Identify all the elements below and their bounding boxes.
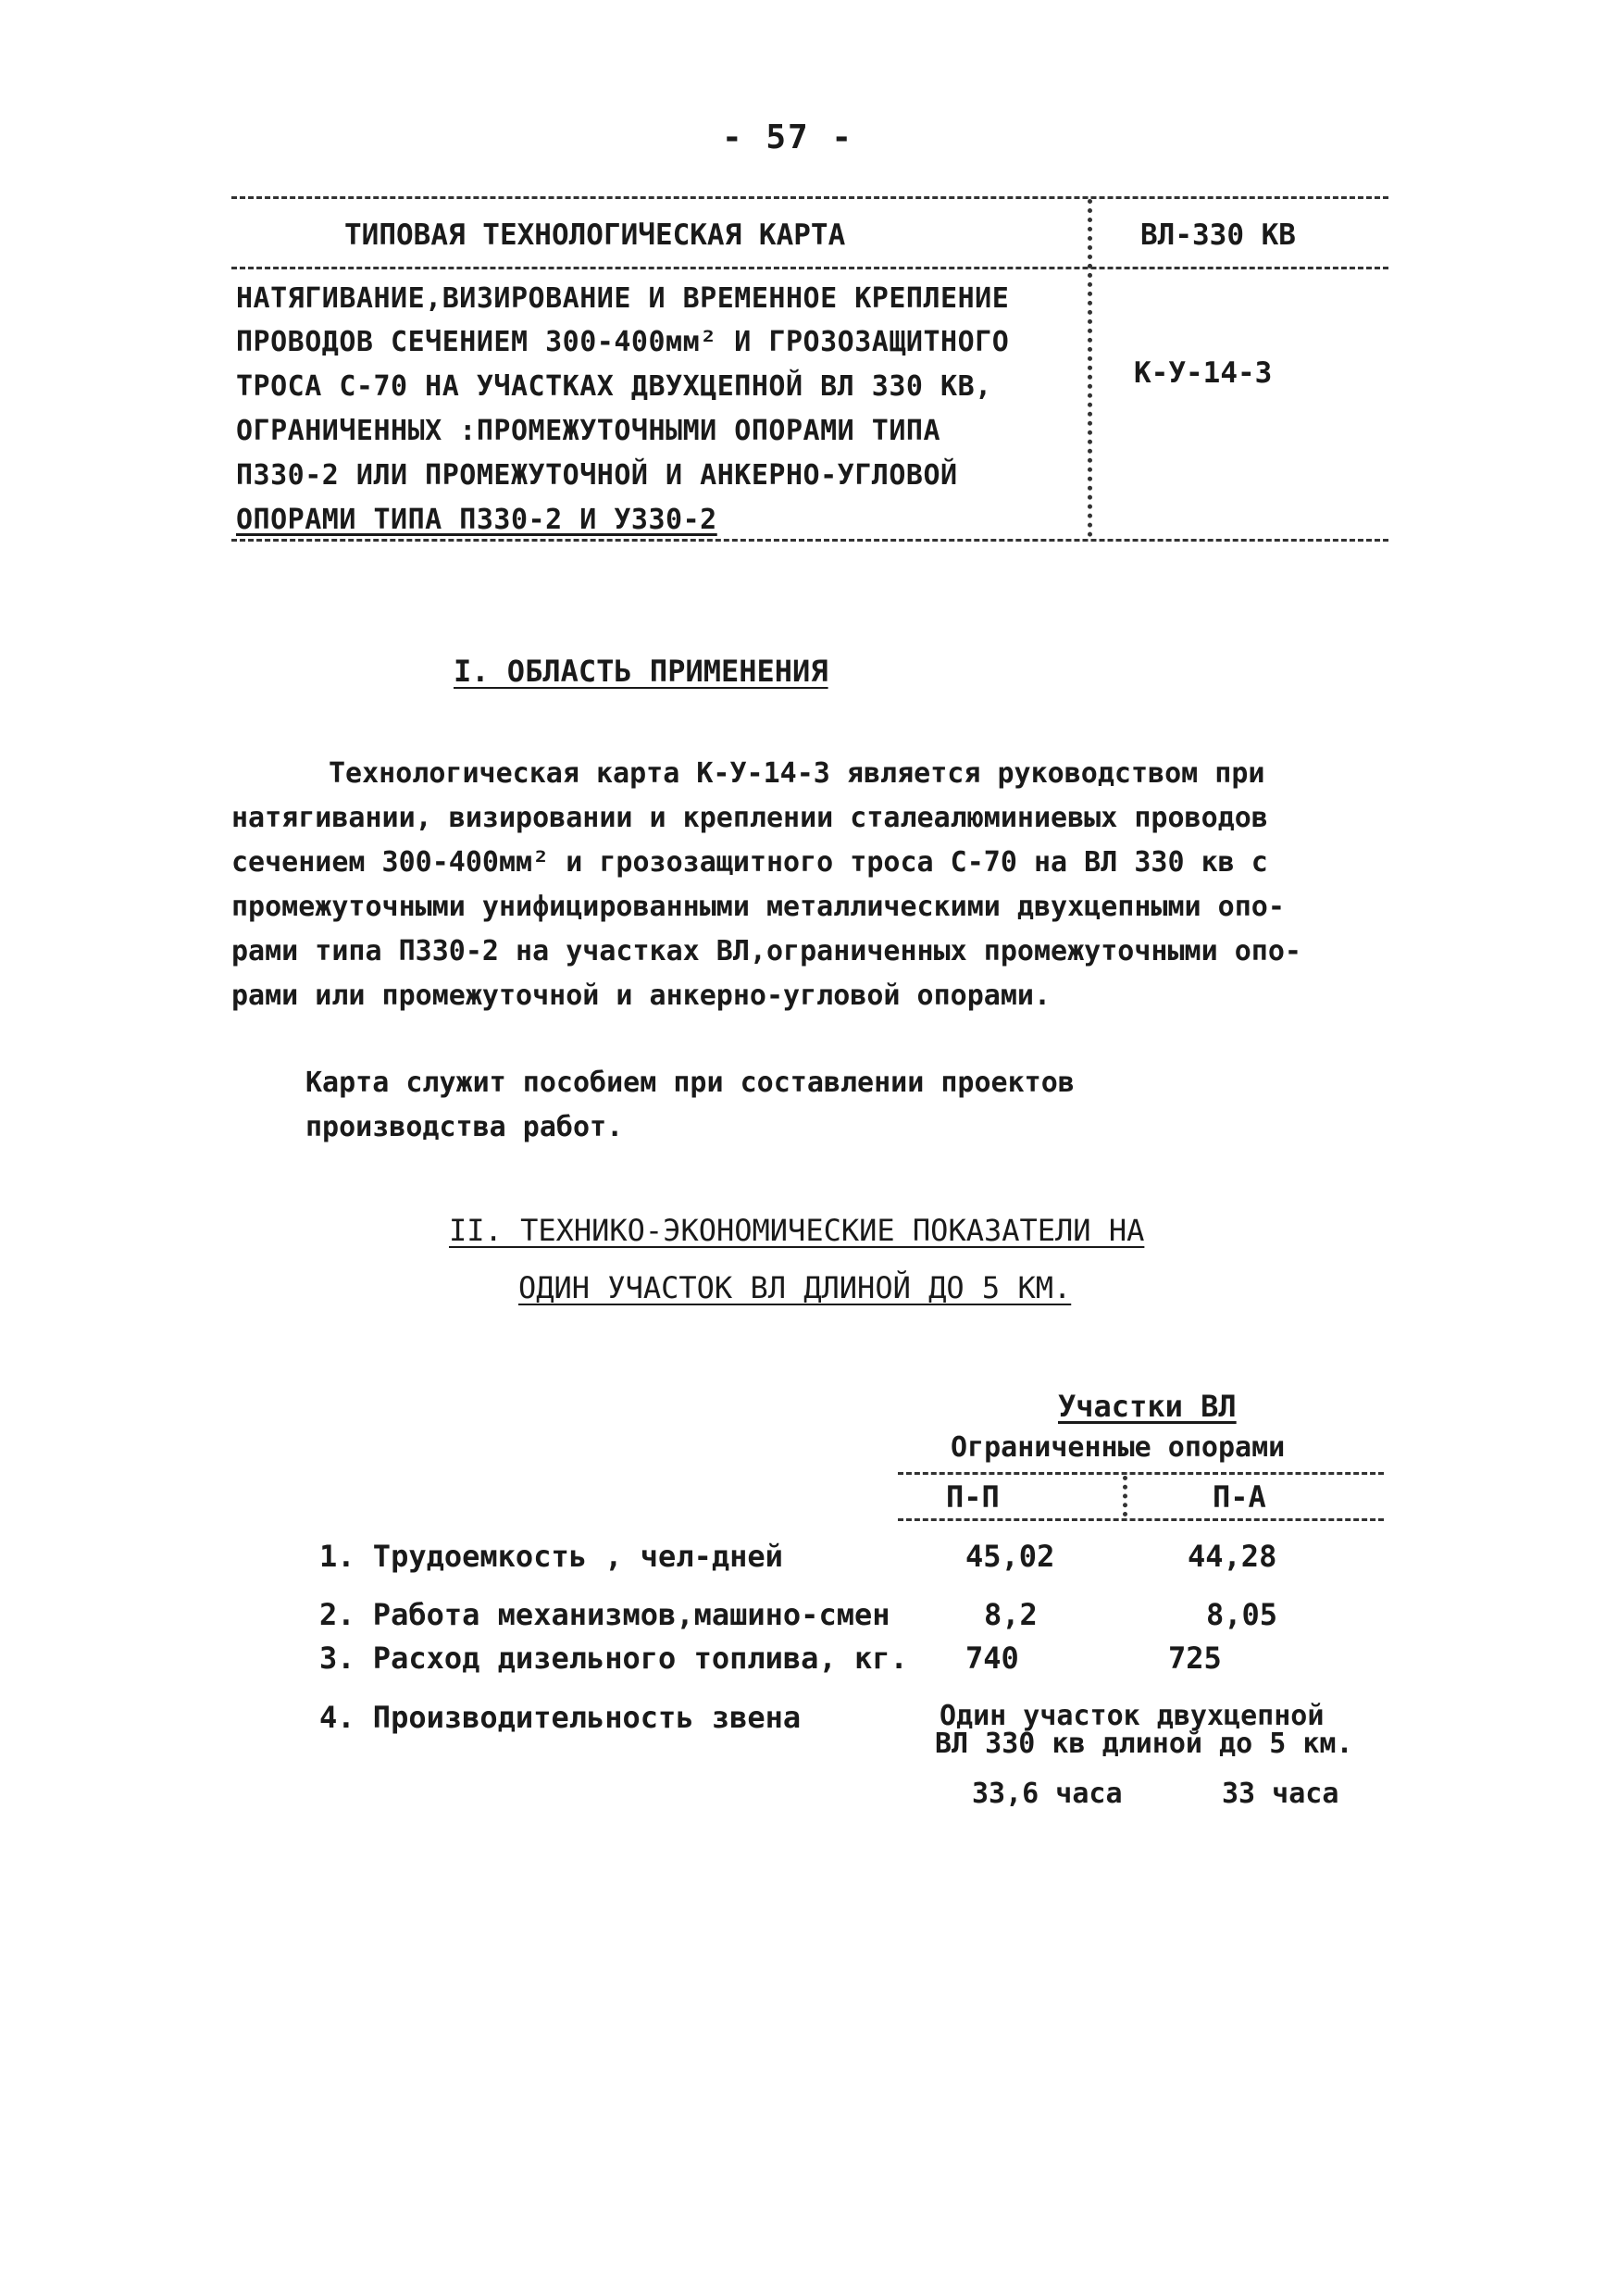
table-row-1-label: 1. Трудоемкость , чел-дней <box>319 1539 783 1574</box>
table-row-2-value-1: 8,2 <box>984 1597 1038 1632</box>
table-row-4-label: 4. Производительность звена <box>319 1700 802 1735</box>
page-number: - 57 - <box>722 119 854 156</box>
card-title-line-4: ОГРАНИЧЕННЫХ :ПРОМЕЖУТОЧНЫМИ ОПОРАМИ ТИПА <box>236 415 941 447</box>
card-title-line-6: ОПОРАМИ ТИПА П330-2 И У330-2 <box>236 504 717 536</box>
table-row-2-label: 2. Работа механизмов,машино-смен <box>319 1597 890 1632</box>
card-title-line-2: ПРОВОДОВ СЕЧЕНИЕМ 300-400мм² И ГРОЗОЗАЩИТНОГО <box>236 326 1010 358</box>
table-row-4-value-1: 33,6 часа <box>972 1778 1123 1810</box>
table-sub-header: Ограниченные опорами <box>951 1431 1286 1464</box>
section-1-paragraph-1-line-5: рами типа П330-2 на участках ВЛ,ограниченных промежуточными опо- <box>231 935 1301 967</box>
doc-type-label: ТИПОВАЯ ТЕХНОЛОГИЧЕСКАЯ КАРТА <box>344 218 846 252</box>
table-column-header-2: П-А <box>1213 1479 1266 1515</box>
table-header-rule <box>898 1518 1384 1521</box>
table-row-1-value-2: 44,28 <box>1188 1539 1277 1574</box>
card-title-line-5: П330-2 ИЛИ ПРОМЕЖУТОЧНОЙ И АНКЕРНО-УГЛОВОЙ <box>236 459 958 492</box>
table-row-4-note-line-2: ВЛ 330 кв длиной до 5 км. <box>935 1728 1353 1760</box>
section-1-paragraph-1-line-3: сечением 300-400мм² и грозозащитного троса С-70 на ВЛ 330 кв с <box>231 846 1268 879</box>
section-1-paragraph-1-line-2: натягивании, визировании и креплении сталеалюминиевых проводов <box>231 802 1268 834</box>
section-1-paragraph-1-line-1: Технологическая карта К-У-14-3 является руководством при <box>329 757 1265 790</box>
card-code: К-У-14-3 <box>1134 356 1273 390</box>
section-1-paragraph-1-line-6: рами или промежуточной и анкерно-угловой опорами. <box>231 980 1052 1012</box>
header-top-rule <box>231 196 1388 199</box>
table-row-4-value-2: 33 часа <box>1222 1778 1339 1810</box>
line-type-label: ВЛ-330 КВ <box>1140 218 1296 252</box>
section-2-heading-line-1: II. ТЕХНИКО-ЭКОНОМИЧЕСКИЕ ПОКАЗАТЕЛИ НА <box>449 1213 1145 1248</box>
section-1-heading: I. ОБЛАСТЬ ПРИМЕНЕНИЯ <box>454 654 828 689</box>
table-row-1-value-1: 45,02 <box>965 1539 1055 1574</box>
table-column-divider <box>1123 1476 1127 1516</box>
section-2-heading-line-2: ОДИН УЧАСТОК ВЛ ДЛИНОЙ ДО 5 КМ. <box>518 1270 1072 1305</box>
table-column-header-1: П-П <box>946 1479 1000 1515</box>
table-group-header: Участки ВЛ <box>1058 1389 1237 1424</box>
table-row-3-label: 3. Расход дизельного топлива, кг. <box>319 1641 908 1676</box>
header-column-divider <box>1088 199 1092 537</box>
section-1-paragraph-2-line-1: Карта служит пособием при составлении проектов <box>305 1067 1075 1099</box>
header-middle-rule <box>231 267 1388 269</box>
table-row-4-note-line-1: Один участок двухцепной <box>940 1700 1325 1732</box>
section-1-paragraph-2-line-2: производства работ. <box>305 1111 624 1143</box>
card-title-line-1: НАТЯГИВАНИЕ,ВИЗИРОВАНИЕ И ВРЕМЕННОЕ КРЕПЛЕНИЕ <box>236 282 1010 315</box>
table-subheader-rule <box>898 1472 1384 1475</box>
table-row-3-value-2: 725 <box>1168 1641 1222 1676</box>
section-1-paragraph-1-line-4: промежуточными унифицированными металлическими двухцепными опо- <box>231 891 1285 923</box>
table-row-3-value-1: 740 <box>965 1641 1019 1676</box>
header-bottom-rule <box>231 539 1388 542</box>
card-title-line-3: ТРОСА С-70 НА УЧАСТКАХ ДВУХЦЕПНОЙ ВЛ 330 КВ, <box>236 370 992 403</box>
table-row-2-value-2: 8,05 <box>1206 1597 1278 1632</box>
